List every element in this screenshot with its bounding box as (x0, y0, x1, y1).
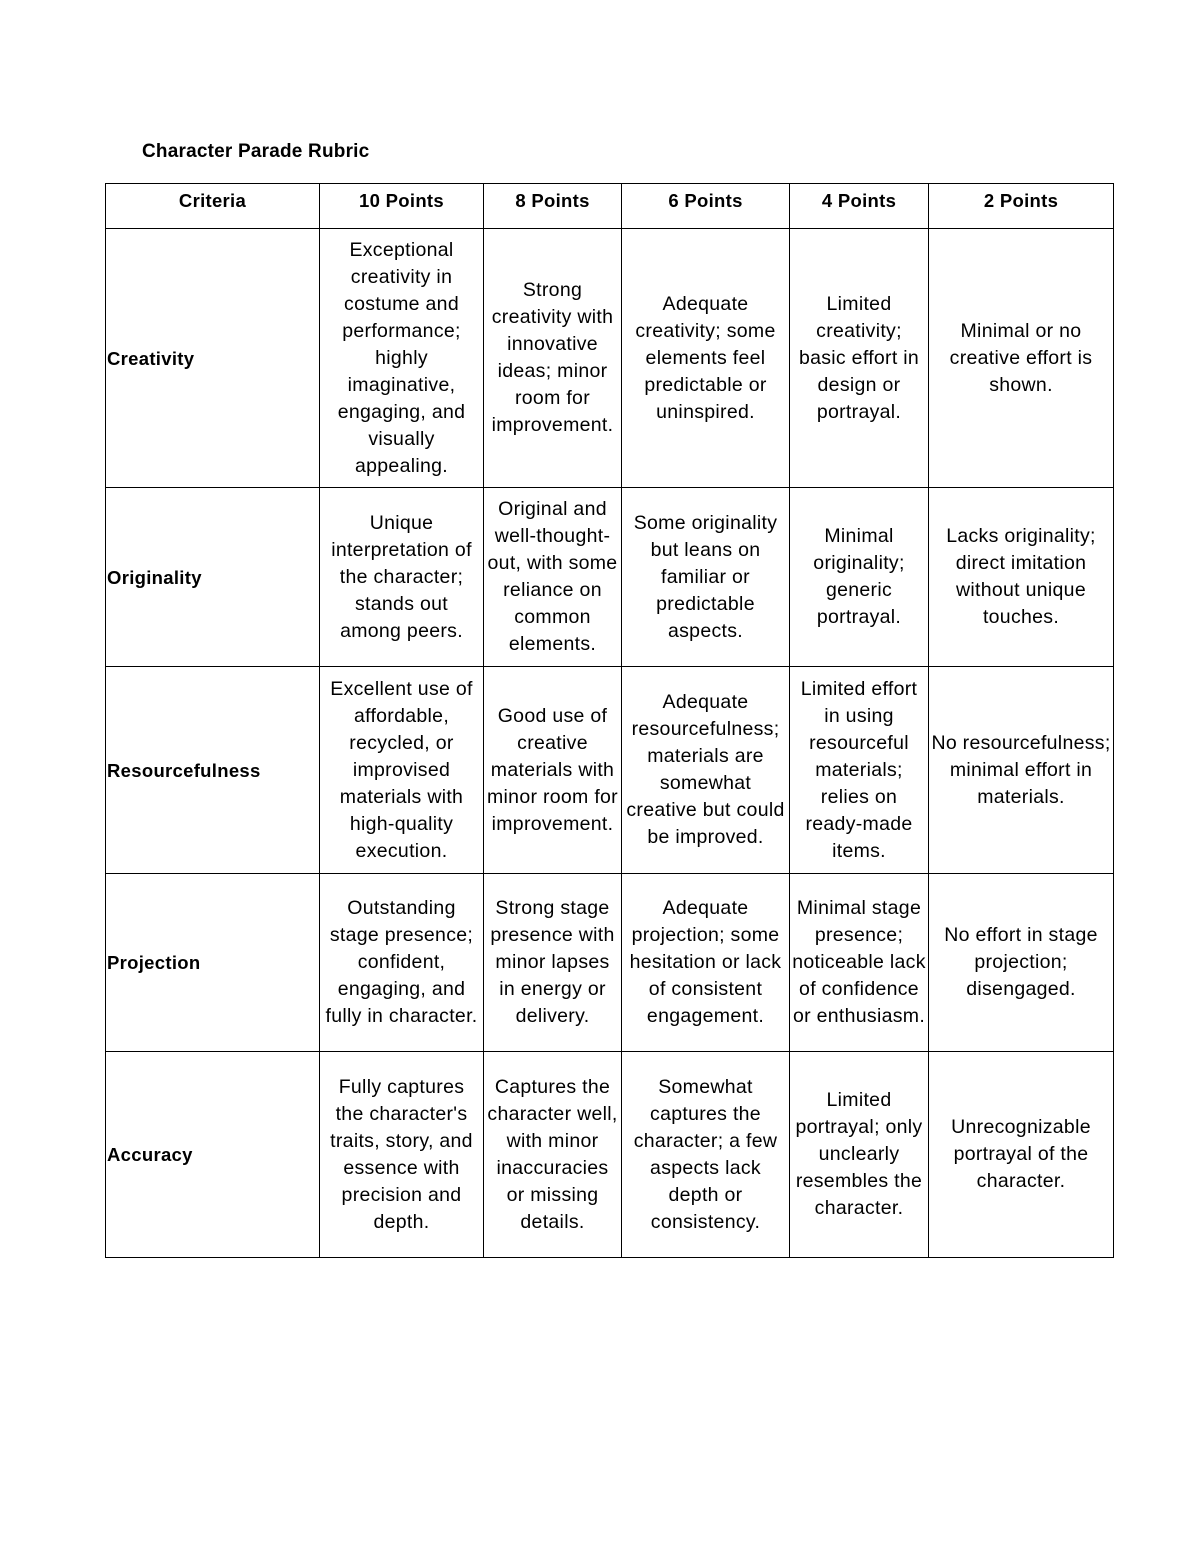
document-title: Character Parade Rubric (142, 141, 370, 162)
table-cell: Lacks originality; direct imitation without unique touches. (929, 488, 1114, 667)
table-cell: Somewhat captures the character; a few aspects lack depth or consistency. (622, 1052, 790, 1258)
criterion-originality: Originality (106, 488, 320, 667)
table-cell: Adequate creativity; some elements feel predictable or uninspired. (622, 229, 790, 488)
table-cell: Fully captures the character's traits, story, and essence with precision and depth. (320, 1052, 484, 1258)
rubric-table (105, 183, 1114, 1258)
table-row (106, 229, 1114, 488)
criterion-creativity: Creativity (106, 229, 320, 488)
criterion-resourcefulness: Resourcefulness (106, 667, 320, 874)
criterion-accuracy: Accuracy (106, 1052, 320, 1258)
table-cell: No effort in stage projection; disengaged. (929, 874, 1114, 1052)
table-cell: Adequate resourcefulness; materials are somewhat creative but could be improved. (622, 667, 790, 874)
table-cell: Exceptional creativity in costume and performance; highly imaginative, engaging, and visually appealing. (320, 229, 484, 488)
table-cell: Some originality but leans on familiar or predictable aspects. (622, 488, 790, 667)
table-cell: Original and well-thought-out, with some reliance on common elements. (484, 488, 622, 667)
table-cell: Outstanding stage presence; confident, engaging, and fully in character. (320, 874, 484, 1052)
table-row (106, 488, 1114, 667)
header-10-points: 10 Points (320, 184, 484, 229)
table-cell: Limited creativity; basic effort in design or portrayal. (790, 229, 929, 488)
table-cell: Captures the character well, with minor inaccuracies or missing details. (484, 1052, 622, 1258)
table-cell: Adequate projection; some hesitation or lack of consistent engagement. (622, 874, 790, 1052)
table-row (106, 1052, 1114, 1258)
table-cell: No resourcefulness; minimal effort in materials. (929, 667, 1114, 874)
header-criteria: Criteria (106, 184, 320, 229)
header-4-points: 4 Points (790, 184, 929, 229)
table-cell: Limited effort in using resourceful materials; relies on ready-made items. (790, 667, 929, 874)
table-cell: Unique interpretation of the character; stands out among peers. (320, 488, 484, 667)
table-cell: Strong stage presence with minor lapses in energy or delivery. (484, 874, 622, 1052)
table-cell: Good use of creative materials with minor room for improvement. (484, 667, 622, 874)
header-2-points: 2 Points (929, 184, 1114, 229)
criterion-projection: Projection (106, 874, 320, 1052)
table-cell: Excellent use of affordable, recycled, or improvised materials with high-quality execution. (320, 667, 484, 874)
header-6-points: 6 Points (622, 184, 790, 229)
table-cell: Minimal stage presence; noticeable lack of confidence or enthusiasm. (790, 874, 929, 1052)
table-row (106, 667, 1114, 874)
table-cell: Minimal or no creative effort is shown. (929, 229, 1114, 488)
table-cell: Strong creativity with innovative ideas; minor room for improvement. (484, 229, 622, 488)
table-cell: Minimal originality; generic portrayal. (790, 488, 929, 667)
table-cell: Unrecognizable portrayal of the character. (929, 1052, 1114, 1258)
header-8-points: 8 Points (484, 184, 622, 229)
table-cell: Limited portrayal; only unclearly resembles the character. (790, 1052, 929, 1258)
table-row (106, 874, 1114, 1052)
table-header-row (106, 184, 1114, 229)
